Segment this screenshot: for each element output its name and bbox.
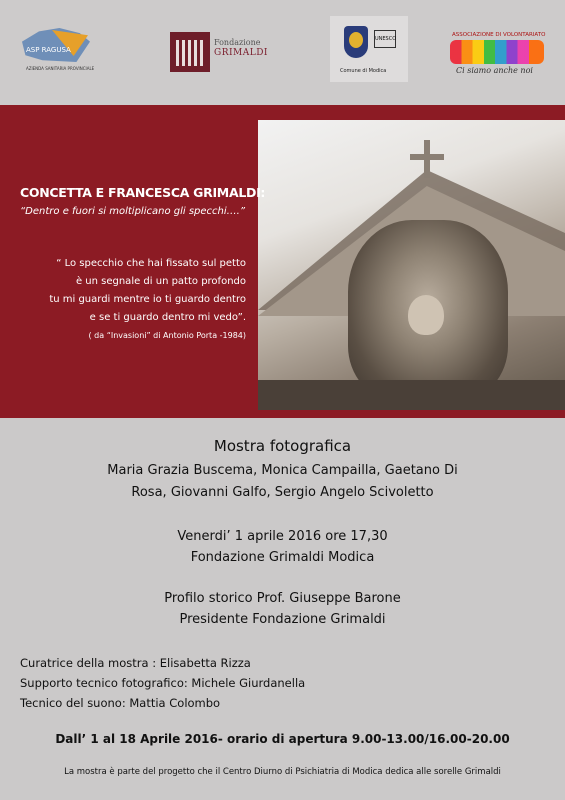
authors-line: Maria Grazia Buscema, Monica Campailla, Gaetano Di xyxy=(107,463,458,478)
speaker-role: Presidente Fondazione Grimaldi xyxy=(179,612,386,627)
building-icon xyxy=(170,32,210,72)
quote-source: ( da “Invasioni” di Antonio Porta -1984) xyxy=(88,331,246,340)
comune-modica-logo xyxy=(330,16,408,82)
quote-line: tu mi guardi mentre io ti guardo dentro xyxy=(49,294,246,305)
exhibition-heading: Mostra fotografica xyxy=(213,437,352,455)
quote-line: e se ti guardo dentro mi vedo”. xyxy=(89,312,246,323)
crest-icon xyxy=(344,26,368,58)
associazione-logo xyxy=(448,32,548,78)
quote-line: “ Lo specchio che hai fissato sul petto xyxy=(56,258,246,269)
event-venue: Fondazione Grimaldi Modica xyxy=(190,550,375,565)
comune-label: Comune di Modica xyxy=(340,68,387,74)
opening-hours: Dall’ 1 al 18 Aprile 2016- orario di apertura 9.00-13.00/16.00-20.00 xyxy=(55,732,510,746)
asp-name: ASP RAGUSA xyxy=(26,46,71,54)
event-date: Venerdi’ 1 aprile 2016 ore 17,30 xyxy=(177,529,388,544)
asp-ragusa-logo xyxy=(22,28,95,74)
logo-header xyxy=(0,0,565,105)
authors xyxy=(0,460,565,504)
poster-title: CONCETTA E FRANCESCA GRIMALDI: xyxy=(20,185,266,200)
cornice xyxy=(258,380,565,410)
heart-relief xyxy=(408,295,444,335)
church-facade-photo xyxy=(258,120,565,410)
poem-quote xyxy=(20,255,246,327)
quote-line: è un segnale di un patto profondo xyxy=(75,276,246,287)
asp-subtitle: AZIENDA SANITARIA PROVINCIALE xyxy=(26,66,95,71)
authors-line: Rosa, Giovanni Galfo, Sergio Angelo Scivoletto xyxy=(131,485,434,500)
associazione-title: ASSOCIAZIONE DI VOLONTARIATO xyxy=(452,32,546,38)
footer-note: La mostra è parte del progetto che il Centro Diurno di Psichiatria di Modica dedica alle sorelle Grimaldi xyxy=(64,767,501,777)
poster-subtitle: “Dentro e fuori si moltiplicano gli specchi….” xyxy=(20,206,246,217)
speaker-line: Profilo storico Prof. Giuseppe Barone xyxy=(164,591,401,606)
people-figures-icon xyxy=(450,40,544,64)
associazione-slogan: Ci siamo anche noi xyxy=(456,66,533,75)
fondazione-grimaldi-logo xyxy=(170,32,268,72)
sound-credit: Tecnico del suono: Mattia Colombo xyxy=(20,696,221,710)
grimaldi-label: GRIMALDI xyxy=(214,48,268,58)
cross-horizontal xyxy=(410,154,444,160)
unesco-icon: UNESCO xyxy=(374,30,396,48)
photo-support-credit: Supporto tecnico fotografico: Michele Giurdanella xyxy=(20,676,306,690)
fondazione-label: Fondazione xyxy=(214,38,261,47)
curator-credit: Curatrice della mostra : Elisabetta Rizza xyxy=(20,656,251,670)
